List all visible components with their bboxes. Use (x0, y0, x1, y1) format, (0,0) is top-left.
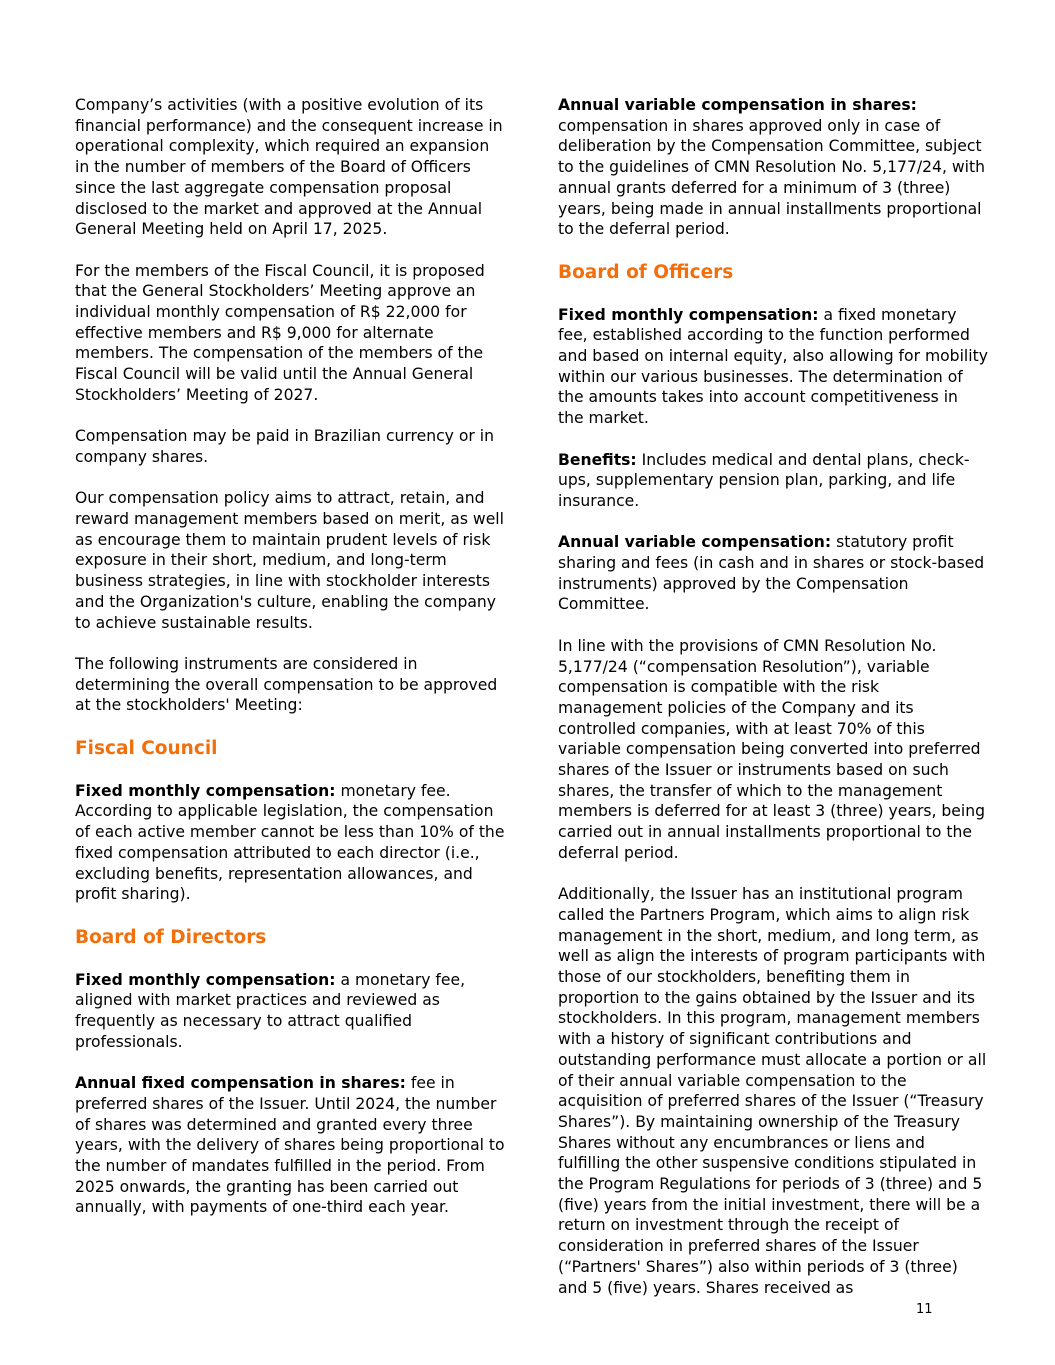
paragraph-directors-fixed (75, 970, 505, 1053)
label-annual-variable-compensation-shares: Annual variable compensation in shares: (558, 96, 917, 114)
text-officers-benefits: Includes medical and dental plans, check-ups, supplementary pension plan, parking, and life insurance. (558, 450, 970, 510)
paragraph-compensation-policy: Our compensation policy aims to attract, retain, and reward management members based on merit, as well as encourage them to maintain prudent levels of risk exposure in their short, medium, and long-term business strategies, in line with stockholder interests and the Organization's culture, enabling the company to achieve sustainable results. (75, 489, 504, 632)
heading-board-of-directors: Board of Directors (75, 926, 267, 948)
paragraph-fiscal-council-fixed (75, 781, 505, 905)
right-column (558, 95, 988, 1319)
page-number: 11 (916, 1302, 933, 1317)
paragraph-fiscal-council-proposal: For the members of the Fiscal Council, it is proposed that the General Stockholders’ Meeting approve an individual monthly compensation of R$ 22,000 for effective members and R$ 9,000 for alternate members. The compensation of the members of the Fiscal Council will be valid until the Annual General Stockholders’ Meeting of 2027. (75, 261, 485, 404)
label-fixed-monthly-compensation: Fixed monthly compensation: (75, 970, 336, 989)
label-fixed-monthly-compensation: Fixed monthly compensation: (558, 305, 819, 324)
label-annual-fixed-compensation-shares: Annual fixed compensation in shares: (75, 1074, 406, 1093)
text-variable-shares: compensation in shares approved only in case of deliberation by the Compensation Committee, subject to the guidelines of CMN Resolution No. 5,177/24, with annual grants deferred for a minimum of 3 (three) years, being made in annual installments proportional to the deferral period. (558, 116, 985, 239)
left-column (75, 95, 505, 1239)
paragraph-cmn-resolution: In line with the provisions of CMN Resolution No. 5,177/24 (“compensation Resolution”), variable compensation is compatible with the risk management policies of the Company and its controlled companies, with at least 70% of this variable compensation being converted into preferred shares of the Issuer or instruments based on such shares, the transfer of which to the management members is deferred for at least 3 (three) years, being carried out in annual installments proportional to the deferral period. (558, 636, 985, 862)
paragraph-partners-program: Additionally, the Issuer has an institutional program called the Partners Program, which aims to align risk management in the short, medium, and long term, as well as align the interests of program participants with those of our stockholders, benefiting them in proportion to the gains obtained by the Issuer and its stockholders. In this program, management members with a history of significant contributions and outstanding performance must allocate a portion or all of their annual variable compensation to the acquisition of preferred shares of the Issuer (“Treasury Shares”). By maintaining ownership of the Treasury Shares without any encumbrances or liens and fulfilling the other suspensive conditions stipulated in the Program Regulations for periods of 3 (three) and 5 (five) years from the initial investment, there will be a return on investment through the receipt of consideration in preferred shares of the Issuer (“Partners' Shares”) also within periods of 3 (three) and 5 (five) years. Shares received as (558, 885, 987, 1297)
label-benefits: Benefits: (558, 450, 637, 469)
paragraph-variable-shares (558, 95, 988, 240)
paragraph-activities: Company’s activities (with a positive evolution of its financial performance) and the consequent increase in operational complexity, which required an expansion in the number of members of the Board of Officers since the last aggregate compensation proposal disclosed to the market and approved at the Annual General Meeting held on April 17, 2025. (75, 96, 503, 239)
paragraph-officers-benefits (558, 450, 988, 512)
paragraph-directors-shares (75, 1073, 505, 1218)
text-officers-variable: statutory profit sharing and fees (in cash and in shares or stock-based instruments) approved by the Compensation Committee. (558, 533, 985, 614)
heading-board-of-officers: Board of Officers (558, 261, 734, 283)
paragraph-payment-currency: Compensation may be paid in Brazilian currency or in company shares. (75, 427, 494, 466)
text-officers-fixed: a fixed monetary fee, established according to the function performed and based on internal equity, also allowing for mobility within our various businesses. The determination of the amounts takes into account competitiveness in the market. (558, 305, 988, 428)
text-directors-shares: fee in preferred shares of the Issuer. Until 2024, the number of shares was determined and granted every three years, with the delivery of shares being proportional to the number of mandates fulfilled in the period. From 2025 onwards, the granting has been carried out annually, with payments of one-third each year. (75, 1074, 505, 1217)
paragraph-officers-fixed (558, 305, 988, 429)
paragraph-instruments-intro: The following instruments are considered in determining the overall compensation to be approved at the stockholders' Meeting: (75, 654, 498, 715)
paragraph-officers-variable (558, 532, 988, 615)
heading-fiscal-council: Fiscal Council (75, 737, 218, 759)
text-fiscal-council-fixed: monetary fee. According to applicable legislation, the compensation of each active member cannot be less than 10% of the fixed compensation attributed to each director (i.e., excluding benefits, representation allowances, and profit sharing). (75, 781, 505, 904)
label-fixed-monthly-compensation: Fixed monthly compensation: (75, 781, 336, 800)
label-annual-variable-compensation: Annual variable compensation: (558, 533, 832, 552)
text-directors-fixed: a monetary fee, aligned with market practices and reviewed as frequently as necessary to attract qualified professionals. (75, 970, 466, 1051)
